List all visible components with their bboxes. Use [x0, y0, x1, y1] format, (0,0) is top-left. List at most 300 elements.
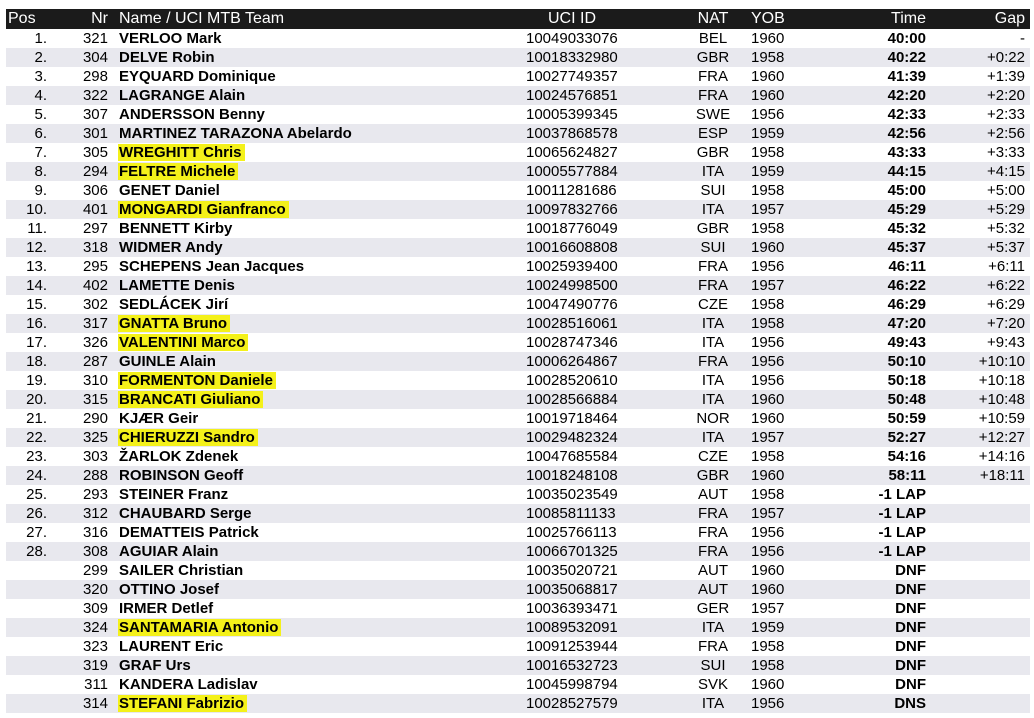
year-of-birth-cell: 1958 — [751, 144, 785, 161]
year-of-birth-cell: 1959 — [751, 125, 785, 142]
pos-cell: 1. — [34, 30, 47, 47]
nationality-cell: FRA — [698, 638, 728, 655]
nationality-cell: BEL — [698, 30, 728, 47]
bib-number-cell: 310 — [82, 372, 108, 389]
year-of-birth-cell: 1958 — [751, 296, 785, 313]
bib-number-cell: 324 — [82, 619, 108, 636]
rider-name-cell: LAGRANGE Alain — [119, 87, 246, 104]
table-row — [6, 257, 1030, 276]
year-of-birth-cell: 1956 — [751, 695, 785, 712]
uci-id-cell: 10085811133 — [526, 505, 616, 522]
rider-name-cell: ROBINSON Geoff — [119, 467, 244, 484]
table-row — [6, 200, 1030, 219]
nationality-cell: ITA — [701, 429, 725, 446]
uci-id-cell: 10091253944 — [526, 638, 618, 655]
year-of-birth-cell: 1959 — [751, 163, 785, 180]
bib-number-cell: 402 — [82, 277, 108, 294]
bib-number-cell: 295 — [82, 258, 108, 275]
nationality-cell: FRA — [698, 258, 728, 275]
rider-name-cell — [119, 333, 248, 352]
uci-id-cell: 10035068817 — [526, 581, 618, 598]
nationality-cell: AUT — [698, 486, 728, 503]
uci-id-cell: 10025766113 — [526, 524, 617, 541]
bib-number-cell: 302 — [82, 296, 108, 313]
bib-number-cell: 320 — [82, 581, 108, 598]
table-row — [6, 124, 1030, 143]
rider-name-cell: KJÆR Geir — [119, 410, 199, 427]
uci-id-cell: 10018332980 — [526, 49, 618, 66]
header-gap: Gap — [994, 10, 1025, 27]
bib-number-cell: 304 — [82, 49, 108, 66]
gap-cell: +2:20 — [987, 87, 1025, 104]
bib-number-cell: 312 — [82, 505, 108, 522]
table-row — [6, 105, 1030, 124]
uci-id-cell: 10018776049 — [526, 220, 618, 237]
rider-name-cell: WIDMER Andy — [119, 239, 223, 256]
table-row — [6, 295, 1030, 314]
time-cell: 49:43 — [887, 334, 926, 351]
bib-number-cell: 308 — [82, 543, 108, 560]
table-row — [6, 523, 1030, 542]
gap-cell: +10:59 — [978, 410, 1025, 427]
year-of-birth-cell: 1958 — [751, 657, 785, 674]
bib-number-cell: 322 — [82, 87, 108, 104]
gap-cell: +5:29 — [987, 201, 1025, 218]
nationality-cell: ITA — [701, 619, 725, 636]
nationality-cell: FRA — [698, 505, 728, 522]
table-row — [6, 162, 1030, 181]
table-row — [6, 86, 1030, 105]
year-of-birth-cell: 1960 — [751, 30, 785, 47]
time-cell: 42:56 — [887, 125, 926, 142]
pos-cell: 2. — [34, 49, 47, 66]
time-cell: 50:10 — [887, 353, 926, 370]
nationality-cell: FRA — [698, 277, 728, 294]
gap-cell: +2:56 — [987, 125, 1025, 142]
rider-name-cell — [119, 390, 263, 409]
nationality-cell: GER — [696, 600, 730, 617]
table-row — [6, 314, 1030, 333]
year-of-birth-cell: 1960 — [751, 467, 785, 484]
gap-cell: +10:10 — [978, 353, 1025, 370]
uci-id-cell: 10025939400 — [526, 258, 618, 275]
pos-cell: 20. — [26, 391, 47, 408]
gap-cell: +12:27 — [978, 429, 1025, 446]
year-of-birth-cell: 1958 — [751, 182, 785, 199]
table-row — [6, 181, 1030, 200]
pos-cell: 28. — [26, 543, 47, 560]
rider-name-cell: MARTINEZ TARAZONA Abelardo — [119, 125, 352, 142]
uci-id-cell: 10037868578 — [526, 125, 618, 142]
bib-number-cell: 326 — [82, 334, 108, 351]
time-cell: 46:29 — [887, 296, 926, 313]
time-cell: 54:16 — [887, 448, 926, 465]
header-yob: YOB — [751, 10, 785, 27]
time-cell: 46:11 — [888, 258, 926, 275]
bib-number-cell: 319 — [82, 657, 108, 674]
time-cell: 41:39 — [887, 68, 926, 85]
gap-cell: +7:20 — [987, 315, 1025, 332]
time-cell: 43:33 — [887, 144, 926, 161]
year-of-birth-cell: 1960 — [751, 87, 785, 104]
nationality-cell: FRA — [698, 87, 728, 104]
rider-name-cell: ANDERSSON Benny — [119, 106, 265, 123]
rider-name-cell: AGUIAR Alain — [119, 543, 219, 560]
year-of-birth-cell: 1960 — [751, 562, 785, 579]
time-cell: 47:20 — [887, 315, 926, 332]
bib-number-cell: 303 — [82, 448, 108, 465]
bib-number-cell: 306 — [82, 182, 108, 199]
table-row — [6, 29, 1030, 48]
rider-name-cell: SAILER Christian — [119, 562, 244, 579]
table-row — [6, 428, 1030, 447]
uci-id-cell: 10045998794 — [526, 676, 618, 693]
table-row — [6, 542, 1030, 561]
table-row — [6, 466, 1030, 485]
time-cell: DNF — [895, 600, 926, 617]
year-of-birth-cell: 1956 — [751, 353, 785, 370]
time-cell: DNF — [895, 581, 926, 598]
time-cell: -1 LAP — [878, 543, 926, 560]
table-row — [6, 675, 1030, 694]
gap-cell: +3:33 — [987, 144, 1025, 161]
table-row — [6, 580, 1030, 599]
table-row — [6, 143, 1030, 162]
bib-number-cell: 318 — [82, 239, 108, 256]
time-cell: 42:20 — [887, 87, 926, 104]
nationality-cell: ITA — [701, 372, 725, 389]
gap-cell: +6:22 — [987, 277, 1025, 294]
results-table — [6, 9, 1030, 713]
nationality-cell: AUT — [698, 581, 728, 598]
nationality-cell: ESP — [697, 125, 728, 142]
bib-number-cell: 297 — [82, 220, 108, 237]
uci-id-cell: 10005399345 — [526, 106, 618, 123]
rider-name-cell — [119, 162, 238, 181]
gap-cell: +10:18 — [978, 372, 1025, 389]
table-row — [6, 618, 1030, 637]
time-cell: -1 LAP — [878, 505, 926, 522]
uci-id-cell: 10028520610 — [526, 372, 618, 389]
bib-number-cell: 294 — [82, 163, 108, 180]
nationality-cell: CZE — [698, 448, 728, 465]
highlighted-rider-name: WREGHITT Chris — [118, 144, 245, 161]
rider-name-cell: EYQUARD Dominique — [119, 68, 276, 85]
table-row — [6, 485, 1030, 504]
table-row — [6, 48, 1030, 67]
pos-cell: 9. — [34, 182, 47, 199]
bib-number-cell: 314 — [82, 695, 108, 712]
bib-number-cell: 301 — [82, 125, 108, 142]
year-of-birth-cell: 1956 — [751, 106, 785, 123]
highlighted-rider-name: FELTRE Michele — [118, 163, 238, 180]
year-of-birth-cell: 1957 — [751, 505, 785, 522]
bib-number-cell: 288 — [82, 467, 108, 484]
rider-name-cell — [119, 694, 247, 713]
nationality-cell: FRA — [698, 68, 728, 85]
nationality-cell: ITA — [701, 315, 725, 332]
uci-id-cell: 10028527579 — [526, 695, 618, 712]
nationality-cell: SUI — [700, 182, 726, 199]
nationality-cell: CZE — [698, 296, 728, 313]
year-of-birth-cell: 1956 — [751, 543, 785, 560]
time-cell: -1 LAP — [878, 486, 926, 503]
uci-id-cell: 10024998500 — [526, 277, 618, 294]
rider-name-cell — [119, 143, 245, 162]
pos-cell: 22. — [26, 429, 47, 446]
table-row — [6, 371, 1030, 390]
bib-number-cell: 298 — [82, 68, 108, 85]
bib-number-cell: 287 — [82, 353, 108, 370]
time-cell: 40:00 — [887, 30, 926, 47]
nationality-cell: FRA — [698, 353, 728, 370]
nationality-cell: SUI — [700, 239, 726, 256]
year-of-birth-cell: 1956 — [751, 334, 785, 351]
year-of-birth-cell: 1957 — [751, 600, 785, 617]
time-cell: 45:29 — [887, 201, 926, 218]
rider-name-cell: BENNETT Kirby — [119, 220, 233, 237]
gap-cell: +10:48 — [978, 391, 1025, 408]
uci-id-cell: 10029482324 — [526, 429, 618, 446]
year-of-birth-cell: 1960 — [751, 239, 785, 256]
time-cell: 42:33 — [887, 106, 926, 123]
pos-cell: 12. — [26, 239, 47, 256]
rider-name-cell: DELVE Robin — [119, 49, 215, 66]
gap-cell: +14:16 — [978, 448, 1025, 465]
bib-number-cell: 305 — [82, 144, 108, 161]
time-cell: 50:18 — [887, 372, 926, 389]
nationality-cell: ITA — [701, 201, 725, 218]
time-cell: 40:22 — [887, 49, 926, 66]
year-of-birth-cell: 1958 — [751, 448, 785, 465]
nationality-cell: GBR — [696, 49, 730, 66]
header-nr: Nr — [91, 10, 108, 27]
uci-id-cell: 10035023549 — [526, 486, 618, 503]
rider-name-cell: GENET Daniel — [119, 182, 220, 199]
year-of-birth-cell: 1958 — [751, 220, 785, 237]
rider-name-cell: VERLOO Mark — [119, 30, 222, 47]
nationality-cell: GBR — [696, 220, 730, 237]
pos-cell: 27. — [26, 524, 47, 541]
pos-cell: 25. — [26, 486, 47, 503]
pos-cell: 7. — [34, 144, 47, 161]
pos-cell: 21. — [26, 410, 47, 427]
year-of-birth-cell: 1958 — [751, 315, 785, 332]
table-row — [6, 637, 1030, 656]
gap-cell: +6:29 — [987, 296, 1025, 313]
uci-id-cell: 10018248108 — [526, 467, 618, 484]
pos-cell: 13. — [26, 258, 47, 275]
year-of-birth-cell: 1956 — [751, 372, 785, 389]
year-of-birth-cell: 1960 — [751, 581, 785, 598]
year-of-birth-cell: 1960 — [751, 676, 785, 693]
table-row — [6, 67, 1030, 86]
header-time: Time — [891, 10, 926, 27]
gap-cell: - — [1020, 30, 1025, 47]
rider-name-cell — [119, 428, 258, 447]
time-cell: 45:00 — [887, 182, 926, 199]
bib-number-cell: 321 — [82, 30, 108, 47]
gap-cell: +0:22 — [987, 49, 1025, 66]
table-row — [6, 333, 1030, 352]
uci-id-cell: 10016608808 — [526, 239, 618, 256]
nationality-cell: AUT — [698, 562, 728, 579]
time-cell: 58:11 — [888, 467, 926, 484]
table-row — [6, 276, 1030, 295]
highlighted-rider-name: FORMENTON Daniele — [118, 372, 276, 389]
nationality-cell: SVK — [697, 676, 728, 693]
uci-id-cell: 10065624827 — [526, 144, 618, 161]
pos-cell: 18. — [26, 353, 47, 370]
highlighted-rider-name: STEFANI Fabrizio — [118, 695, 247, 712]
gap-cell: +6:11 — [988, 258, 1025, 275]
rider-name-cell — [119, 371, 276, 390]
year-of-birth-cell: 1956 — [751, 258, 785, 275]
uci-id-cell: 10027749357 — [526, 68, 618, 85]
year-of-birth-cell: 1960 — [751, 68, 785, 85]
time-cell: 45:37 — [887, 239, 926, 256]
rider-name-cell: KANDERA Ladislav — [119, 676, 258, 693]
uci-id-cell: 10028566884 — [526, 391, 618, 408]
rider-name-cell: GUINLE Alain — [119, 353, 216, 370]
bib-number-cell: 401 — [82, 201, 108, 218]
table-row — [6, 694, 1030, 713]
gap-cell: +9:43 — [987, 334, 1025, 351]
highlighted-rider-name: MONGARDI Gianfranco — [118, 201, 289, 218]
nationality-cell: FRA — [698, 543, 728, 560]
gap-cell: +4:15 — [987, 163, 1025, 180]
nationality-cell: SWE — [695, 106, 731, 123]
time-cell: -1 LAP — [878, 524, 926, 541]
rider-name-cell: DEMATTEIS Patrick — [119, 524, 259, 541]
uci-id-cell: 10016532723 — [526, 657, 618, 674]
uci-id-cell: 10005577884 — [526, 163, 618, 180]
table-row — [6, 352, 1030, 371]
year-of-birth-cell: 1958 — [751, 49, 785, 66]
rider-name-cell: GRAF Urs — [119, 657, 191, 674]
bib-number-cell: 299 — [82, 562, 108, 579]
year-of-birth-cell: 1957 — [751, 201, 785, 218]
bib-number-cell: 309 — [82, 600, 108, 617]
rider-name-cell: CHAUBARD Serge — [119, 505, 252, 522]
time-cell: 50:48 — [887, 391, 926, 408]
pos-cell: 6. — [34, 125, 47, 142]
year-of-birth-cell: 1960 — [751, 410, 785, 427]
uci-id-cell: 10028516061 — [526, 315, 618, 332]
gap-cell: +5:00 — [987, 182, 1025, 199]
uci-id-cell: 10024576851 — [526, 87, 618, 104]
year-of-birth-cell: 1960 — [751, 391, 785, 408]
time-cell: DNF — [895, 638, 926, 655]
bib-number-cell: 311 — [84, 676, 108, 693]
pos-cell: 16. — [26, 315, 47, 332]
gap-cell: +18:11 — [979, 467, 1025, 484]
table-row — [6, 409, 1030, 428]
rider-name-cell: SCHEPENS Jean Jacques — [119, 258, 305, 275]
nationality-cell: GBR — [696, 144, 730, 161]
pos-cell: 19. — [26, 372, 47, 389]
pos-cell: 24. — [26, 467, 47, 484]
bib-number-cell: 307 — [82, 106, 108, 123]
year-of-birth-cell: 1958 — [751, 638, 785, 655]
year-of-birth-cell: 1957 — [751, 277, 785, 294]
bib-number-cell: 323 — [82, 638, 108, 655]
year-of-birth-cell: 1957 — [751, 429, 785, 446]
rider-name-cell — [119, 314, 230, 333]
pos-cell: 15. — [26, 296, 47, 313]
rider-name-cell: STEINER Franz — [119, 486, 229, 503]
rider-name-cell: SEDLÁCEK Jirí — [119, 296, 229, 313]
highlighted-rider-name: VALENTINI Marco — [118, 334, 248, 351]
pos-cell: 26. — [26, 505, 47, 522]
pos-cell: 10. — [26, 201, 47, 218]
pos-cell: 3. — [34, 68, 47, 85]
header-uci-id: UCI ID — [548, 10, 596, 27]
pos-cell: 8. — [34, 163, 47, 180]
nationality-cell: ITA — [701, 391, 725, 408]
time-cell: DNF — [895, 619, 926, 636]
time-cell: DNF — [895, 657, 926, 674]
nationality-cell: ITA — [701, 695, 725, 712]
year-of-birth-cell: 1956 — [751, 524, 785, 541]
uci-id-cell: 10049033076 — [526, 30, 618, 47]
table-row — [6, 238, 1030, 257]
header-nat: NAT — [697, 10, 729, 27]
year-of-birth-cell: 1959 — [751, 619, 785, 636]
header-pos: Pos — [8, 10, 36, 27]
uci-id-cell: 10066701325 — [526, 543, 618, 560]
gap-cell: +5:32 — [987, 220, 1025, 237]
bib-number-cell: 293 — [82, 486, 108, 503]
highlighted-rider-name: BRANCATI Giuliano — [118, 391, 263, 408]
time-cell: DNF — [895, 562, 926, 579]
table-row — [6, 447, 1030, 466]
nationality-cell: ITA — [701, 163, 725, 180]
highlighted-rider-name: GNATTA Bruno — [118, 315, 230, 332]
rider-name-cell: OTTINO Josef — [119, 581, 220, 598]
table-row — [6, 599, 1030, 618]
uci-id-cell: 10006264867 — [526, 353, 618, 370]
nationality-cell: FRA — [698, 524, 728, 541]
pos-cell: 23. — [26, 448, 47, 465]
table-header — [6, 9, 1030, 29]
rider-name-cell: ŽARLOK Zdenek — [119, 448, 239, 465]
header-name: Name / UCI MTB Team — [119, 10, 285, 27]
uci-id-cell: 10011281686 — [526, 182, 617, 199]
nationality-cell: SUI — [700, 657, 726, 674]
year-of-birth-cell: 1958 — [751, 486, 785, 503]
bib-number-cell: 290 — [82, 410, 108, 427]
nationality-cell: GBR — [696, 467, 730, 484]
highlighted-rider-name: SANTAMARIA Antonio — [118, 619, 281, 636]
rider-name-cell: LAMETTE Denis — [119, 277, 235, 294]
time-cell: DNF — [895, 676, 926, 693]
uci-id-cell: 10036393471 — [526, 600, 618, 617]
rider-name-cell — [119, 618, 281, 637]
uci-id-cell: 10047490776 — [526, 296, 618, 313]
time-cell: 50:59 — [887, 410, 926, 427]
uci-id-cell: 10089532091 — [526, 619, 618, 636]
rider-name-cell: IRMER Detlef — [119, 600, 214, 617]
uci-id-cell: 10097832766 — [526, 201, 618, 218]
pos-cell: 4. — [34, 87, 47, 104]
gap-cell: +1:39 — [987, 68, 1025, 85]
time-cell: 45:32 — [887, 220, 926, 237]
nationality-cell: NOR — [696, 410, 730, 427]
rider-name-cell — [119, 200, 289, 219]
table-row — [6, 504, 1030, 523]
highlighted-rider-name: CHIERUZZI Sandro — [118, 429, 258, 446]
